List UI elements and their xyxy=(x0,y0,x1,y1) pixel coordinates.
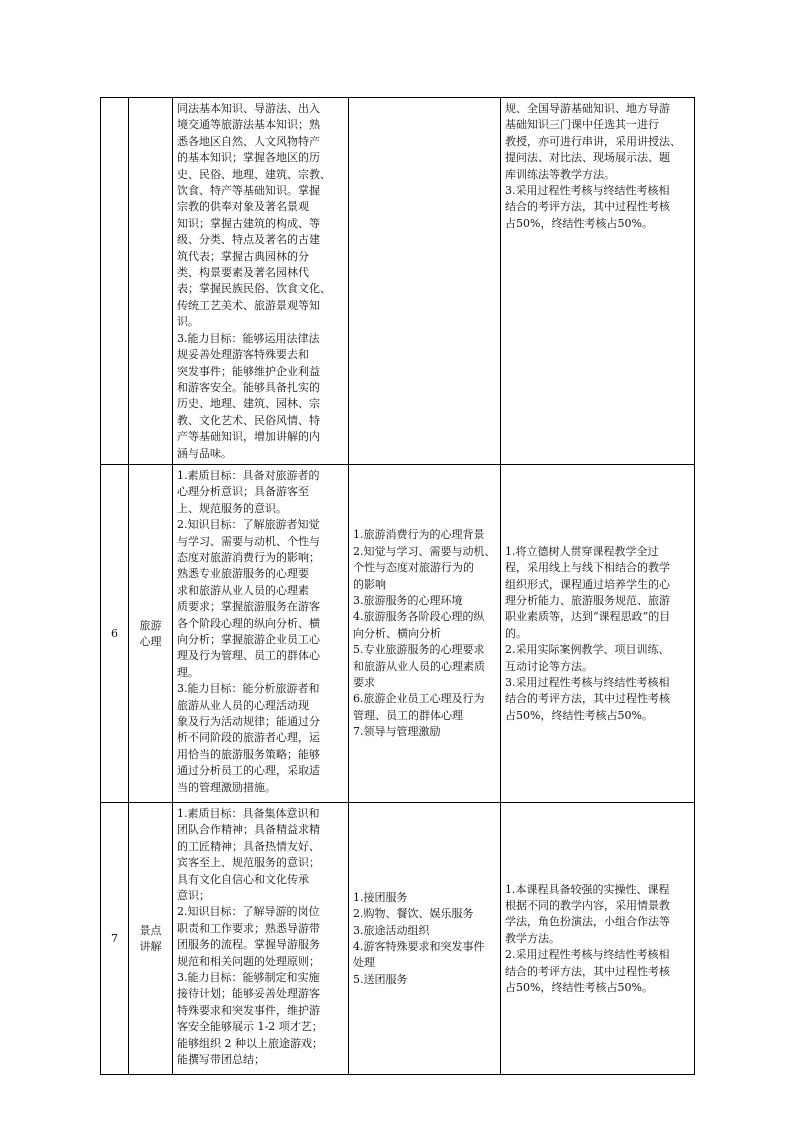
requirements-line: 教授，亦可进行串讲，采用讲授法、 xyxy=(505,134,681,148)
requirements-line: 的。 xyxy=(505,626,527,640)
content-line: 4.旅游服务各阶段心理的纵 xyxy=(353,610,485,624)
objectives-line: 意识； xyxy=(177,888,210,902)
requirements-line: 占50%，终结性考核占50%。 xyxy=(505,708,653,722)
requirements-line: 3.采用过程性考核与终结性考核相 xyxy=(505,675,670,689)
objectives-line: 旅游从业人员的心理活动现 xyxy=(177,698,309,712)
course-name-cell xyxy=(129,464,173,802)
content-line: 4.游客特殊要求和突发事件 xyxy=(353,939,485,953)
requirements-line: 结合的考评方法，其中过程性考核 xyxy=(505,692,670,706)
objectives-line: 2.知识目标：了解导游的岗位 xyxy=(177,905,320,919)
content-cell xyxy=(349,98,501,465)
requirements-line: 根据不同的教学内容，采用情景教 xyxy=(505,898,670,912)
objectives-line: 史、民俗、地理、建筑、宗教、 xyxy=(177,167,331,181)
objectives-line: 质要求；掌握旅游服务在游客 xyxy=(177,600,320,614)
requirements-cell xyxy=(501,802,695,1074)
requirements-line: 理分析能力、旅游服务规范、旅游 xyxy=(505,593,670,607)
requirements-line: 1.本课程具备较强的实操性、课程 xyxy=(505,882,670,896)
objectives-line: 析不同阶段的旅游者心理，运 xyxy=(177,731,320,745)
objectives-line: 宗教的供奉对象及著名景观 xyxy=(177,200,309,214)
objectives-line: 境交通等旅游法基本知识；熟 xyxy=(177,118,320,132)
requirements-line: 教学方法。 xyxy=(505,931,560,945)
requirements-line: 职业素质等，达到“课程思政”的目 xyxy=(505,610,671,624)
content-line: 的影响 xyxy=(353,577,386,591)
objectives-line: 表；掌握民族民俗、饮食文化、 xyxy=(177,282,331,296)
content-line: 管理、员工的群体心理 xyxy=(353,708,463,722)
objectives-line: 1.素质目标：具备集体意识和 xyxy=(177,806,320,820)
objectives-line: 悉各地区自然、人文风物特产 xyxy=(177,134,320,148)
course-name-line: 心理 xyxy=(139,634,162,648)
objectives-line: 各个阶段心理的纵向分析、横 xyxy=(177,616,320,630)
objectives-line: 象及行为活动规律；能通过分 xyxy=(177,715,320,729)
course-name-line: 旅游 xyxy=(139,618,162,632)
objectives-line: 的基本知识；掌握各地区的历 xyxy=(177,151,320,165)
content-line: 5.专业旅游服务的心理要求 xyxy=(353,643,485,657)
objectives-line: 规妥善处理游客特殊要去和 xyxy=(177,348,309,362)
objectives-line: 3.能力目标：能够制定和实施 xyxy=(177,971,320,984)
objectives-line: 突发事件；能够维护企业利益 xyxy=(177,364,320,378)
objectives-line: 职责和工作要求；熟悉导游带 xyxy=(177,921,320,935)
objectives-line: 筑代表；掌握古典园林的分 xyxy=(177,249,309,263)
requirements-line: 库训练法等教学方法。 xyxy=(505,167,615,181)
requirements-line: 规、全国导游基础知识、地方导游 xyxy=(505,102,670,115)
objectives-line: 涵与品味。 xyxy=(177,446,232,460)
objectives-line: 用恰当的旅游服务策略；能够 xyxy=(177,747,320,761)
requirements-line: 组织形式，课程通过培养学生的心 xyxy=(505,577,670,591)
requirements-line: 1.将立德树人贯穿课程教学全过 xyxy=(505,544,659,558)
objectives-line: 团服务的流程。掌握导游服务 xyxy=(177,938,320,952)
content-line: 5.送团服务 xyxy=(353,972,408,986)
course-number-cell xyxy=(101,98,129,465)
content-line: 3.旅途活动组织 xyxy=(353,923,430,937)
objectives-cell xyxy=(173,98,349,465)
content-line: 2.购物、餐饮、娱乐服务 xyxy=(353,907,474,921)
objectives-line: 上、规范服务的意识。 xyxy=(177,501,287,515)
objectives-line: 级、分类、特点及著名的古建 xyxy=(177,233,320,247)
content-line: 3.旅游服务的心理环境 xyxy=(353,593,463,607)
course-name-line: 景点 xyxy=(139,923,162,937)
objectives-line: 能够组织 2 种以上旅途游戏； xyxy=(177,1036,323,1050)
requirements-line: 占50%，终结性考核占50%。 xyxy=(505,980,653,994)
objectives-line: 识。 xyxy=(177,315,199,329)
objectives-line: 历史、地理、建筑、园林、宗 xyxy=(177,397,320,411)
content-line: 要求 xyxy=(353,675,375,689)
objectives-line: 饮食、特产等基础知识。掌握 xyxy=(177,184,320,198)
requirements-line: 学法，角色扮演法，小组合作法等 xyxy=(505,915,670,929)
objectives-line: 客安全能够展示 1-2 项才艺； xyxy=(177,1020,323,1034)
objectives-line: 理。 xyxy=(177,665,199,679)
objectives-line: 类、构景要素及著名园林代 xyxy=(177,266,309,280)
objectives-line: 1.素质目标：具备对旅游者的 xyxy=(177,468,320,482)
objectives-line: 教、文化艺术、民俗风情、特 xyxy=(177,413,320,427)
table-row xyxy=(101,464,695,802)
objectives-line: 同法基本知识、导游法、出入 xyxy=(177,102,320,115)
content-line: 处理 xyxy=(353,956,375,970)
content-line: 2.知觉与学习、需要与动机、 xyxy=(353,544,496,558)
content-line: 个性与态度对旅游行为的 xyxy=(353,561,474,575)
objectives-line: 态度对旅游消费行为的影响； xyxy=(177,550,320,564)
curriculum-table xyxy=(100,97,695,1075)
objectives-line: 能撰写带团总结； xyxy=(177,1053,265,1067)
course-name-cell xyxy=(129,802,173,1074)
objectives-line: 熟悉专业旅游服务的心理要 xyxy=(177,567,309,581)
objectives-line: 和游客安全。能够具备扎实的 xyxy=(177,380,320,394)
table-row xyxy=(101,98,695,465)
objectives-line: 理及行为管理、员工的群体心 xyxy=(177,649,320,663)
content-line: 1.接团服务 xyxy=(353,890,408,904)
requirements-line: 提问法、对比法、现场展示法、题 xyxy=(505,151,670,165)
content-line: 6.旅游企业员工心理及行为 xyxy=(353,692,485,706)
objectives-line: 3.能力目标：能够运用法律法 xyxy=(177,331,320,345)
objectives-line: 宾客至上、规范服务的意识； xyxy=(177,856,320,870)
requirements-line: 结合的考评方法，其中过程性考核 xyxy=(505,964,670,978)
content-cell xyxy=(349,802,501,1074)
objectives-line: 规范和相关问题的处理原则； xyxy=(177,954,320,968)
objectives-line: 求和旅游从业人员的心理素 xyxy=(177,583,309,597)
objectives-line: 向分析；掌握旅游企业员工心 xyxy=(177,633,320,646)
objectives-cell xyxy=(173,802,349,1074)
requirements-line: 3.采用过程性考核与终结性考核相 xyxy=(505,184,670,198)
objectives-cell xyxy=(173,464,349,802)
course-name-line: 讲解 xyxy=(139,939,162,953)
objectives-line: 心理分析意识；具备游客至 xyxy=(177,485,309,499)
objectives-line: 具有文化自信心和文化传承 xyxy=(177,872,309,886)
requirements-cell xyxy=(501,464,695,802)
objectives-line: 3.能力目标：能分析旅游者和 xyxy=(177,682,320,696)
curriculum-table-body xyxy=(101,98,695,1075)
content-line: 1.旅游消费行为的心理背景 xyxy=(353,528,485,542)
objectives-line: 与学习、需要与动机、个性与 xyxy=(177,534,320,548)
objectives-line: 传统工艺美术、旅游景观等知 xyxy=(177,298,320,312)
objectives-line: 团队合作精神；具备精益求精 xyxy=(177,823,320,837)
requirements-line: 互动讨论等方法。 xyxy=(505,659,593,673)
objectives-line: 2.知识目标：了解旅游者知觉 xyxy=(177,518,320,532)
requirements-line: 基础知识三门课中任选其一进行 xyxy=(505,118,659,132)
objectives-line: 通过分析员工的心理，采取适 xyxy=(177,764,320,778)
content-cell xyxy=(349,464,501,802)
objectives-line: 特殊要求和突发事件，维护游 xyxy=(177,1003,320,1017)
requirements-line: 占50%，终结性考核占50%。 xyxy=(505,216,653,230)
table-row xyxy=(101,802,695,1074)
requirements-line: 程，采用线上与线下相结合的教学 xyxy=(505,561,670,575)
objectives-line: 当的管理激励措施。 xyxy=(177,780,276,794)
content-line: 7.领导与管理激励 xyxy=(353,725,441,739)
content-line: 和旅游从业人员的心理素质 xyxy=(353,659,485,673)
objectives-line: 的工匠精神；具备热情友好、 xyxy=(177,839,320,853)
content-line: 向分析、横向分析 xyxy=(353,626,441,640)
requirements-line: 2.采用过程性考核与终结性考核相 xyxy=(505,948,670,962)
requirements-line: 2.采用实际案例教学、项目训练、 xyxy=(505,643,670,657)
requirements-cell xyxy=(501,98,695,465)
objectives-line: 知识；掌握古建筑的构成、等 xyxy=(177,216,320,230)
objectives-line: 产等基础知识，增加讲解的内 xyxy=(177,430,320,444)
course-name-cell xyxy=(129,98,173,465)
objectives-line: 接待计划；能够妥善处理游客 xyxy=(177,987,320,1001)
requirements-line: 结合的考评方法，其中过程性考核 xyxy=(505,200,670,214)
course-number-cell: 7 xyxy=(101,802,129,1074)
course-number-cell: 6 xyxy=(101,464,129,802)
